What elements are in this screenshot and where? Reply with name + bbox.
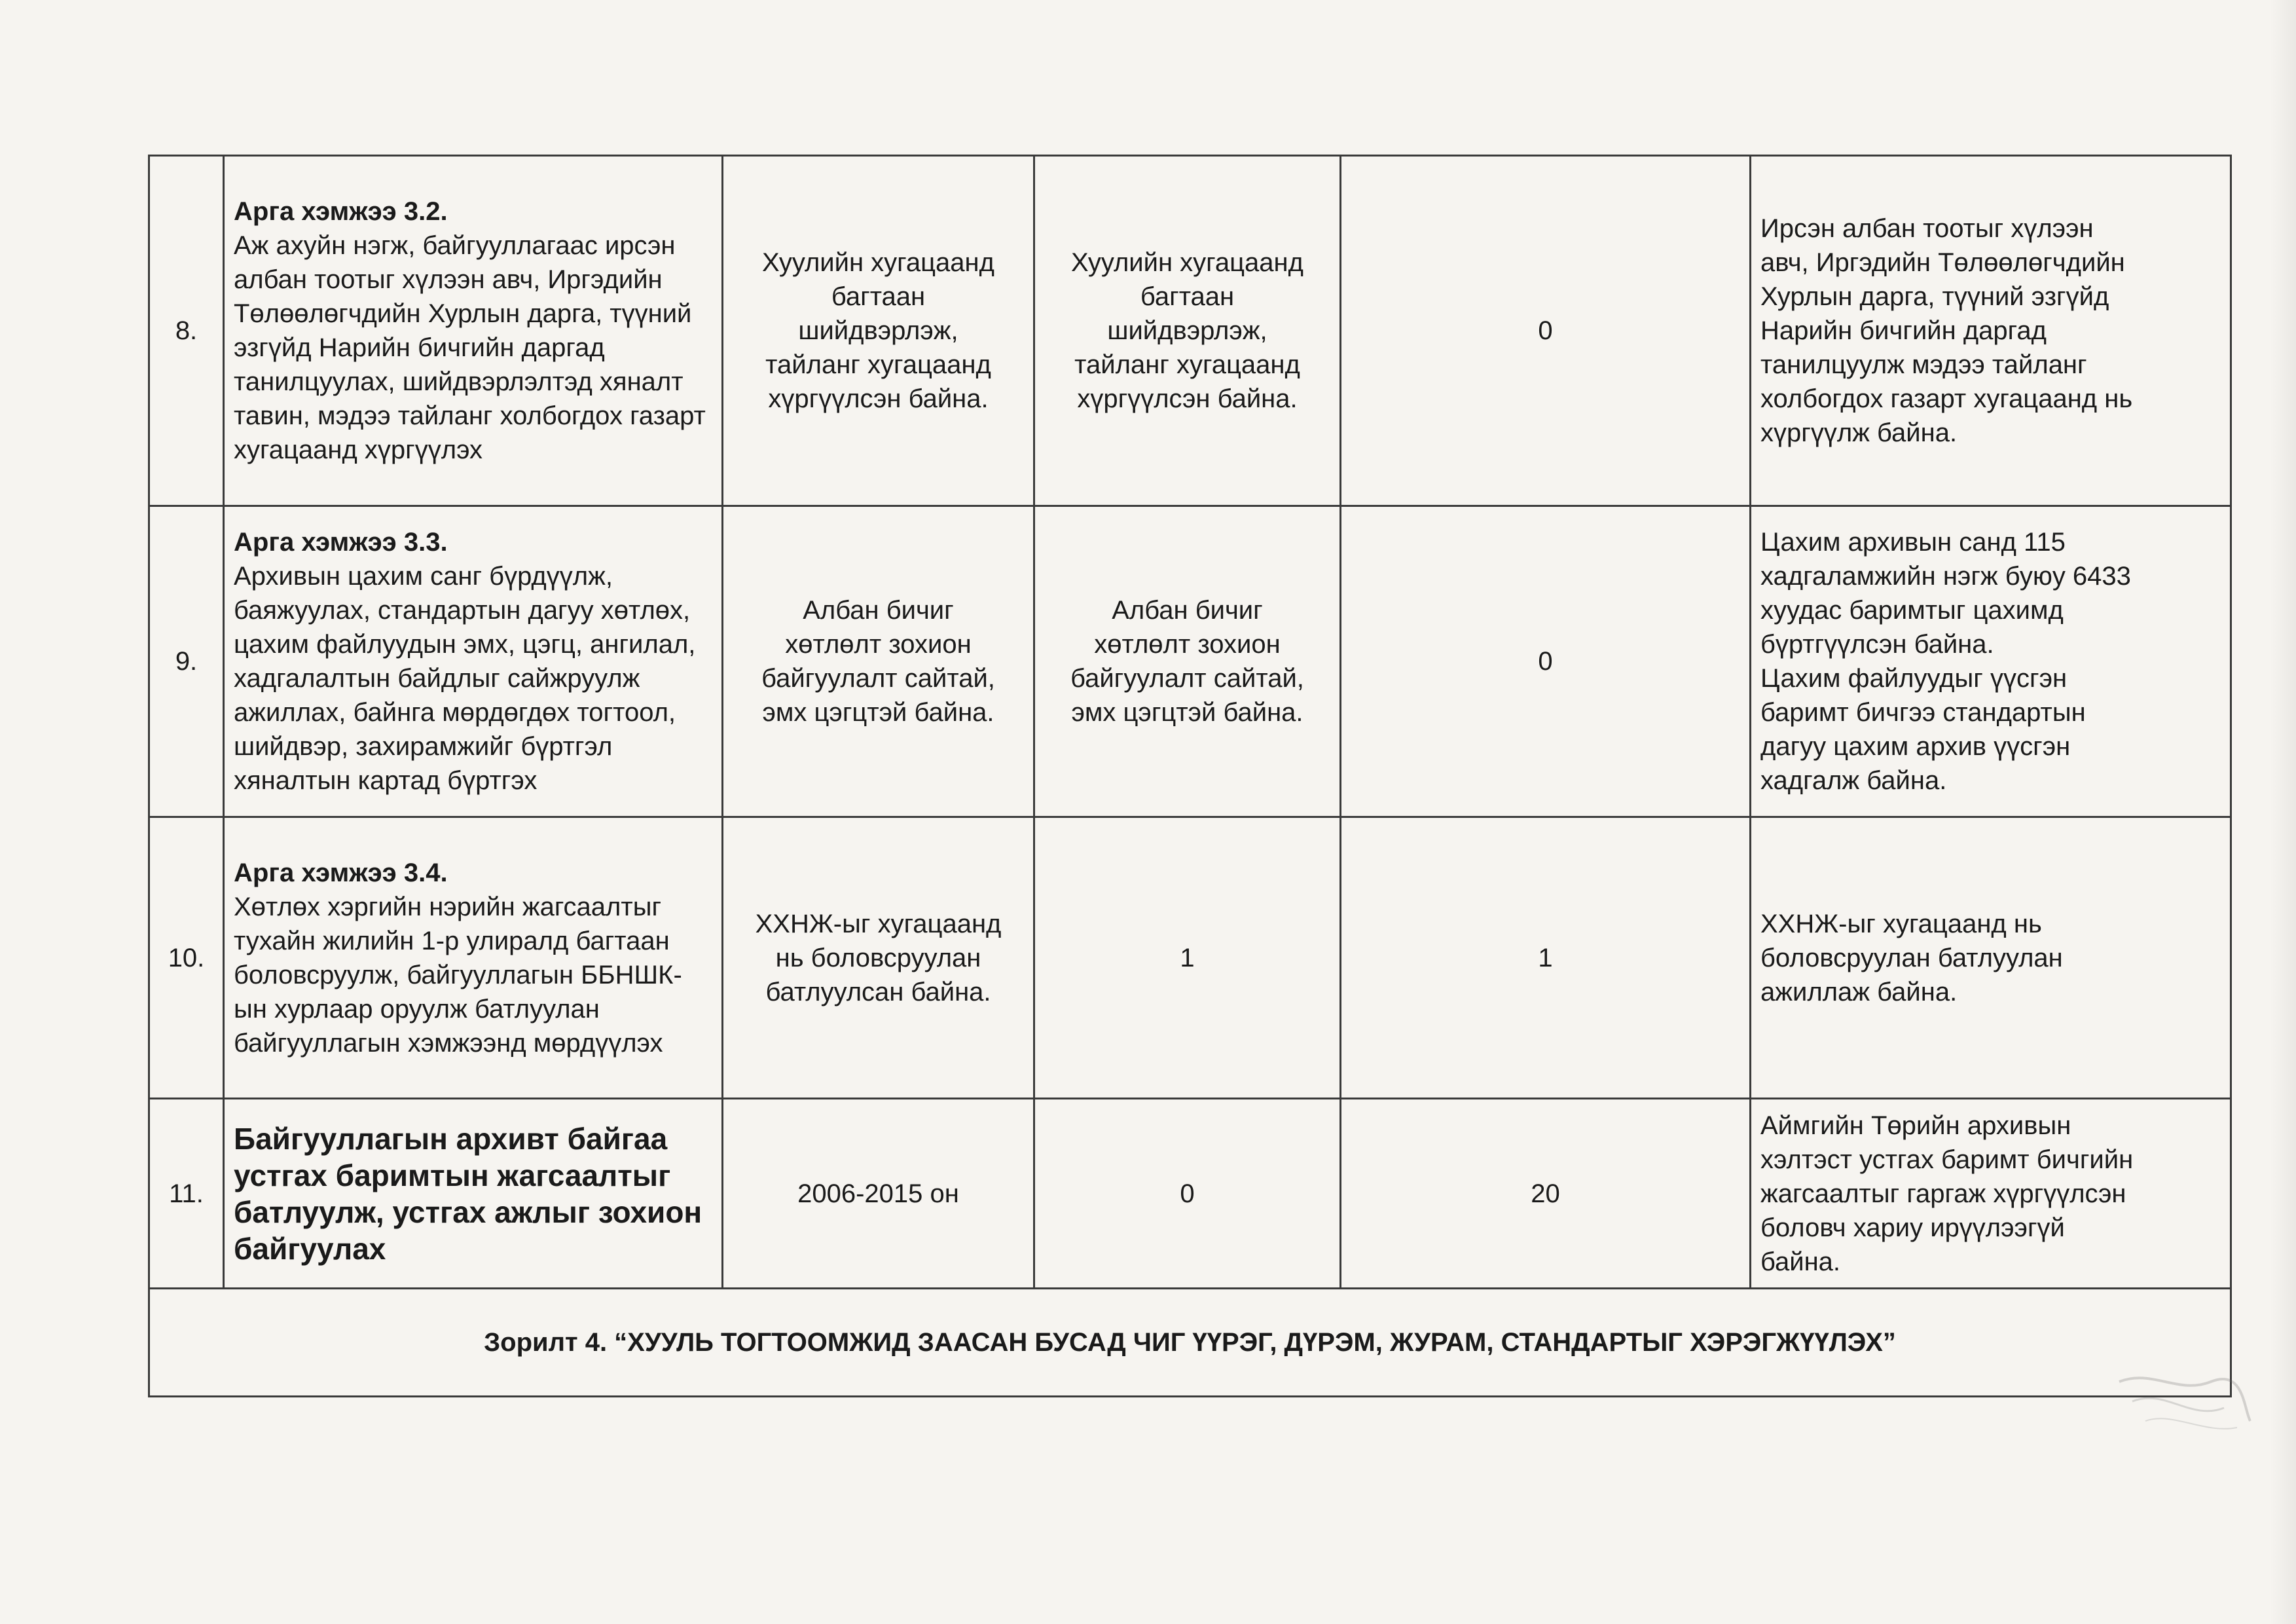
- table-row: [149, 817, 2231, 1099]
- remarks-cell: Цахим архивын санд 115 хадгаламжийн нэгж буюу 6433 хуудас баримтыг цахимд бүртгүүлсэн байна. Цахим файлуудыг үүсгэн баримт бичгээ стандартын дагуу цахим архив үүсгэн хадгалж байна.: [1751, 506, 2231, 817]
- table-row: [149, 1099, 2231, 1289]
- activity-description: Байгууллагын архивт байгаа устгах баримтын жагсаалтыг батлуулж, устгах ажлыг зохион байгуулах: [234, 1121, 702, 1266]
- ink-smudge-mark: [2113, 1362, 2257, 1441]
- remarks-cell: Аймгийн Төрийн архивын хэлтэст устгах баримт бичгийн жагсаалтыг гаргаж хүргүүлсэн боловч хариу ирүүлээгүй байна.: [1751, 1099, 2231, 1289]
- row-number: 10.: [149, 817, 224, 1099]
- activity-cell: [224, 156, 723, 506]
- goal-heading: Зорилт 4. “ХУУЛЬ ТОГТООМЖИД ЗААСАН БУСАД ЧИГ ҮҮРЭГ, ДҮРЭМ, ЖУРАМ, СТАНДАРТЫГ ХЭРЭГЖҮҮЛЭХ”: [149, 1289, 2231, 1397]
- actual-result-cell: 0: [1034, 1099, 1341, 1289]
- value-cell: 1: [1341, 817, 1751, 1099]
- value-cell: 20: [1341, 1099, 1751, 1289]
- activity-title: Арга хэмжээ 3.4.: [234, 858, 448, 887]
- activity-cell: [224, 817, 723, 1099]
- planned-result-cell: 2006-2015 он: [723, 1099, 1034, 1289]
- activity-table: [148, 155, 2232, 1397]
- activity-title: Арга хэмжээ 3.2.: [234, 197, 448, 226]
- activity-description: Архивын цахим санг бүрдүүлж, баяжуулах, стандартын дагуу хөтлөх, цахим файлуудын эмх, цэгц, ангилал, хадгалалтын байдлыг сайжруулж ажиллах, байнга мөрдөгдөх тогтоол, шийдвэр, захирамжийг бүртгэл хяналтын картад бүртгэх: [234, 562, 696, 795]
- value-cell: 0: [1341, 156, 1751, 506]
- activity-cell: [224, 506, 723, 817]
- actual-result-cell: Хуулийн хугацаанд багтаан шийдвэрлэж, тайланг хугацаанд хүргүүлсэн байна.: [1034, 156, 1341, 506]
- planned-result-cell: Албан бичиг хөтлөлт зохион байгуулалт сайтай, эмх цэгцтэй байна.: [723, 506, 1034, 817]
- activity-cell: [224, 1099, 723, 1289]
- remarks-cell: ХХНЖ-ыг хугацаанд нь боловсруулан батлуулан ажиллаж байна.: [1751, 817, 2231, 1099]
- activity-description: Аж ахуйн нэгж, байгууллагаас ирсэн албан тоотыг хүлээн авч, Иргэдийн Төлөөлөгчдийн Хурлын дарга, түүний эзгүйд Нарийн бичгийн даргад танилцуулах, шийдвэрлэлтэд хяналт тавин, мэдээ тайланг холбогдох газарт хугацаанд хүргүүлэх: [234, 231, 706, 464]
- row-number: 11.: [149, 1099, 224, 1289]
- planned-result-cell: Хуулийн хугацаанд багтаан шийдвэрлэж, тайланг хугацаанд хүргүүлсэн байна.: [723, 156, 1034, 506]
- actual-result-cell: 1: [1034, 817, 1341, 1099]
- activity-title: Арга хэмжээ 3.3.: [234, 528, 448, 557]
- activity-description: Хөтлөх хэргийн нэрийн жагсаалтыг тухайн жилийн 1-р улиралд багтаан боловсруулж, байгууллагын ББНШК-ын хурлаар оруулж батлуулан байгууллагын хэмжээнд мөрдүүлэх: [234, 892, 682, 1058]
- goal-row: [149, 1289, 2231, 1397]
- table-row: [149, 506, 2231, 817]
- row-number: 9.: [149, 506, 224, 817]
- remarks-cell: Ирсэн албан тоотыг хүлээн авч, Иргэдийн Төлөөлөгчдийн Хурлын дарга, түүний эзгүйд Нарийн бичгийн даргад танилцуулж мэдээ тайланг холбогдох газарт хугацаанд нь хүргүүлж байна.: [1751, 156, 2231, 506]
- planned-result-cell: ХХНЖ-ыг хугацаанд нь боловсруулан батлуулсан байна.: [723, 817, 1034, 1099]
- row-number: 8.: [149, 156, 224, 506]
- actual-result-cell: Албан бичиг хөтлөлт зохион байгуулалт сайтай, эмх цэгцтэй байна.: [1034, 506, 1341, 817]
- value-cell: 0: [1341, 506, 1751, 817]
- table-row: [149, 156, 2231, 506]
- scan-edge-shadow: [2270, 0, 2296, 1624]
